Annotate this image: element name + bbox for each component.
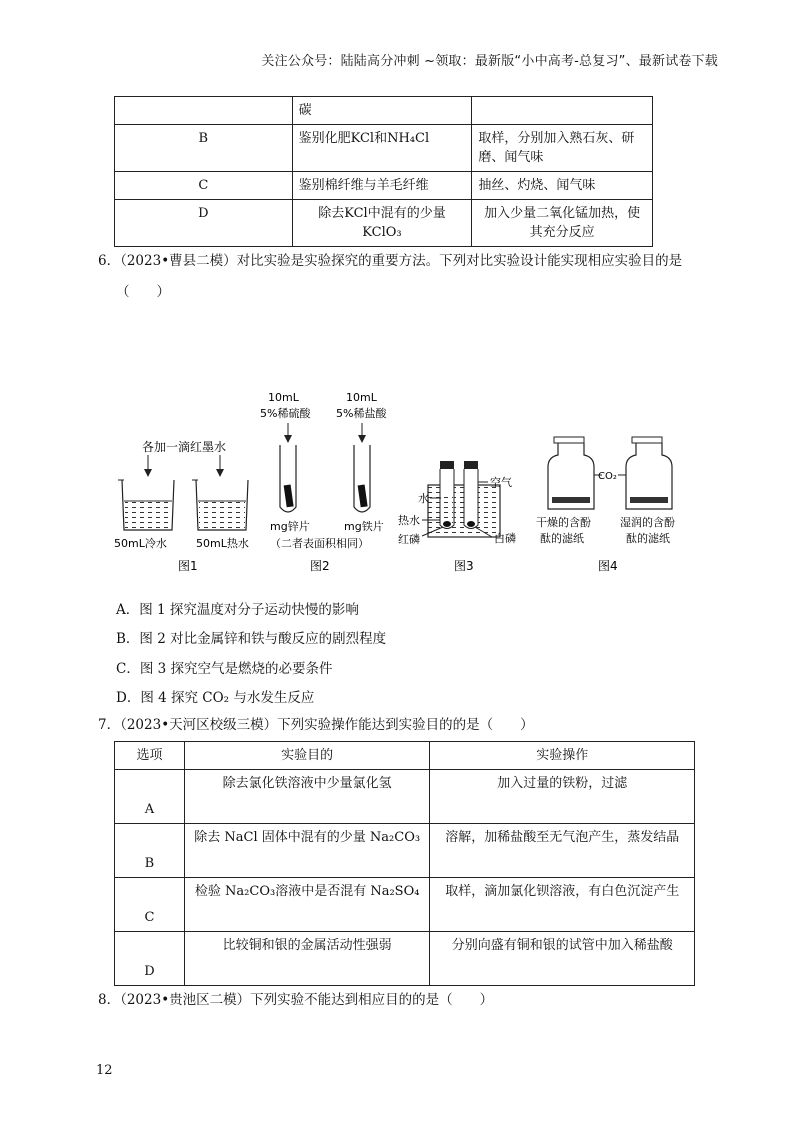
table-row xyxy=(115,97,653,125)
fig2-caption: 图2 xyxy=(310,559,330,573)
header-method: 实验操作 xyxy=(430,742,695,770)
fig4-wet-label-line1: 湿润的含酚 xyxy=(620,516,675,529)
fig1-drop-label: 各加一滴红墨水 xyxy=(142,440,227,454)
fig2-zinc-label: mg锌片 xyxy=(270,520,310,533)
method-cell: 取样，滴加氯化钡溶液，有白色沉淀产生 xyxy=(430,878,695,932)
figure2 xyxy=(260,391,387,573)
method-cell: 分别向盛有铜和银的试管中加入稀盐酸 xyxy=(430,932,695,986)
question6-option-d: D．图 4 探究 CO₂ 与水发生反应 xyxy=(116,690,315,706)
table-row xyxy=(115,172,653,200)
figure3 xyxy=(398,461,516,573)
question6-paren: （ ） xyxy=(116,284,170,300)
option-cell: C xyxy=(115,172,293,200)
option-cell: A xyxy=(115,770,185,824)
option-cell: C xyxy=(115,878,185,932)
purpose-cell: 除去 NaCl 固体中混有的少量 Na₂CO₃ xyxy=(184,824,430,878)
option-cell: D xyxy=(115,200,293,247)
question7-stem: 7．（2023•天河区校级三模）下列实验操作能达到实验目的的是（ ） xyxy=(98,717,534,733)
table-row xyxy=(115,932,695,986)
fig3-white-phosphorus-label: 白磷 xyxy=(494,532,516,545)
purpose-cell: 比较铜和银的金属活动性强弱 xyxy=(184,932,430,986)
purpose-cell: 鉴别棉纤维与羊毛纤维 xyxy=(292,172,472,200)
fig3-caption: 图3 xyxy=(454,559,474,573)
figure4 xyxy=(536,437,675,573)
test-tube-zinc xyxy=(280,445,296,512)
fig3-red-phosphorus-label: 红磷 xyxy=(398,533,420,546)
fig3-hot-water-label: 热水 xyxy=(398,514,420,527)
tube-right xyxy=(464,461,478,529)
question8-stem: 8．（2023•贵池区二模）下列实验不能达到相应目的的是（ ） xyxy=(98,992,494,1008)
page-number: 12 xyxy=(96,1063,113,1078)
fig4-caption: 图4 xyxy=(598,559,618,573)
question7-table xyxy=(114,741,695,986)
method-cell: 抽丝、灼烧、闻气味 xyxy=(472,172,653,200)
purpose-cell: 除去氯化铁溶液中少量氯化氢 xyxy=(184,770,430,824)
table-row xyxy=(115,824,695,878)
option-cell xyxy=(115,97,293,125)
bottle-wet xyxy=(626,437,672,509)
fig2-acid1-volume: 10mL xyxy=(268,391,299,404)
table-row xyxy=(115,770,695,824)
method-cell: 加入少量二氧化锰加热，使其充分反应 xyxy=(472,200,653,247)
fig4-dry-label-line1: 干燥的含酚 xyxy=(536,516,591,529)
fig1-hot-label: 50mL热水 xyxy=(196,537,249,550)
fig4-wet-label-line2: 酞的滤纸 xyxy=(626,532,670,545)
fig2-acid1-name: 5%稀硫酸 xyxy=(260,407,311,420)
question6-option-c: C．图 3 探究空气是燃烧的必要条件 xyxy=(116,661,333,677)
purpose-cell: 碳 xyxy=(292,97,472,125)
page-header: 关注公众号：陆陆高分冲刺 ~领取：最新版“小中高考-总复习”、最新试卷下载 xyxy=(261,54,718,69)
header-purpose: 实验目的 xyxy=(184,742,430,770)
purpose-cell: 除去KCl中混有的少量KClO₃ xyxy=(292,200,472,247)
table-row xyxy=(115,200,653,247)
experiment-figure xyxy=(100,385,700,585)
fig1-cold-label: 50mL冷水 xyxy=(114,537,167,550)
option-cell: D xyxy=(115,932,185,986)
purpose-cell: 检验 Na₂CO₃溶液中是否混有 Na₂SO₄ xyxy=(184,878,430,932)
fig4-dry-label-line2: 酞的滤纸 xyxy=(540,532,584,545)
question6-option-b: B．图 2 对比金属锌和铁与酸反应的剧烈程度 xyxy=(116,631,387,647)
method-cell: 取样，分别加入熟石灰、研磨、闻气味 xyxy=(472,125,653,172)
fig4-gas-label: CO₂ xyxy=(598,471,617,482)
purpose-cell: 鉴别化肥KCl和NH₄Cl xyxy=(292,125,472,172)
fig2-iron-label: mg铁片 xyxy=(344,520,384,533)
option-cell: B xyxy=(115,824,185,878)
test-tube-iron xyxy=(354,445,370,512)
method-cell: 加入过量的铁粉，过滤 xyxy=(430,770,695,824)
method-cell xyxy=(472,97,653,125)
figure1 xyxy=(114,439,249,573)
table-row xyxy=(115,878,695,932)
bottle-dry xyxy=(548,437,594,509)
question6-option-a: A．图 1 探究温度对分子运动快慢的影响 xyxy=(116,602,359,618)
question6-stem: 6．（2023•曹县二模）对比实验是实验探究的重要方法。下列对比实验设计能实现相应实验目的是 xyxy=(98,253,683,269)
fig2-acid2-volume: 10mL xyxy=(346,391,377,404)
header-option: 选项 xyxy=(115,742,185,770)
fig3-air-label: 空气 xyxy=(490,476,512,489)
option-cell: B xyxy=(115,125,293,172)
tube-left xyxy=(440,461,454,529)
fig2-note: （二者表面积相同） xyxy=(270,537,369,550)
table-row xyxy=(115,125,653,172)
beaker-hot-water xyxy=(192,480,248,530)
question5-table xyxy=(114,96,653,247)
fig2-acid2-name: 5%稀盐酸 xyxy=(336,407,387,420)
method-cell: 溶解，加稀盐酸至无气泡产生，蒸发结晶 xyxy=(430,824,695,878)
beaker-cold-water xyxy=(118,480,174,530)
table-header-row xyxy=(115,742,695,770)
fig1-caption: 图1 xyxy=(178,559,198,573)
fig3-water-label: 水 xyxy=(418,492,429,505)
